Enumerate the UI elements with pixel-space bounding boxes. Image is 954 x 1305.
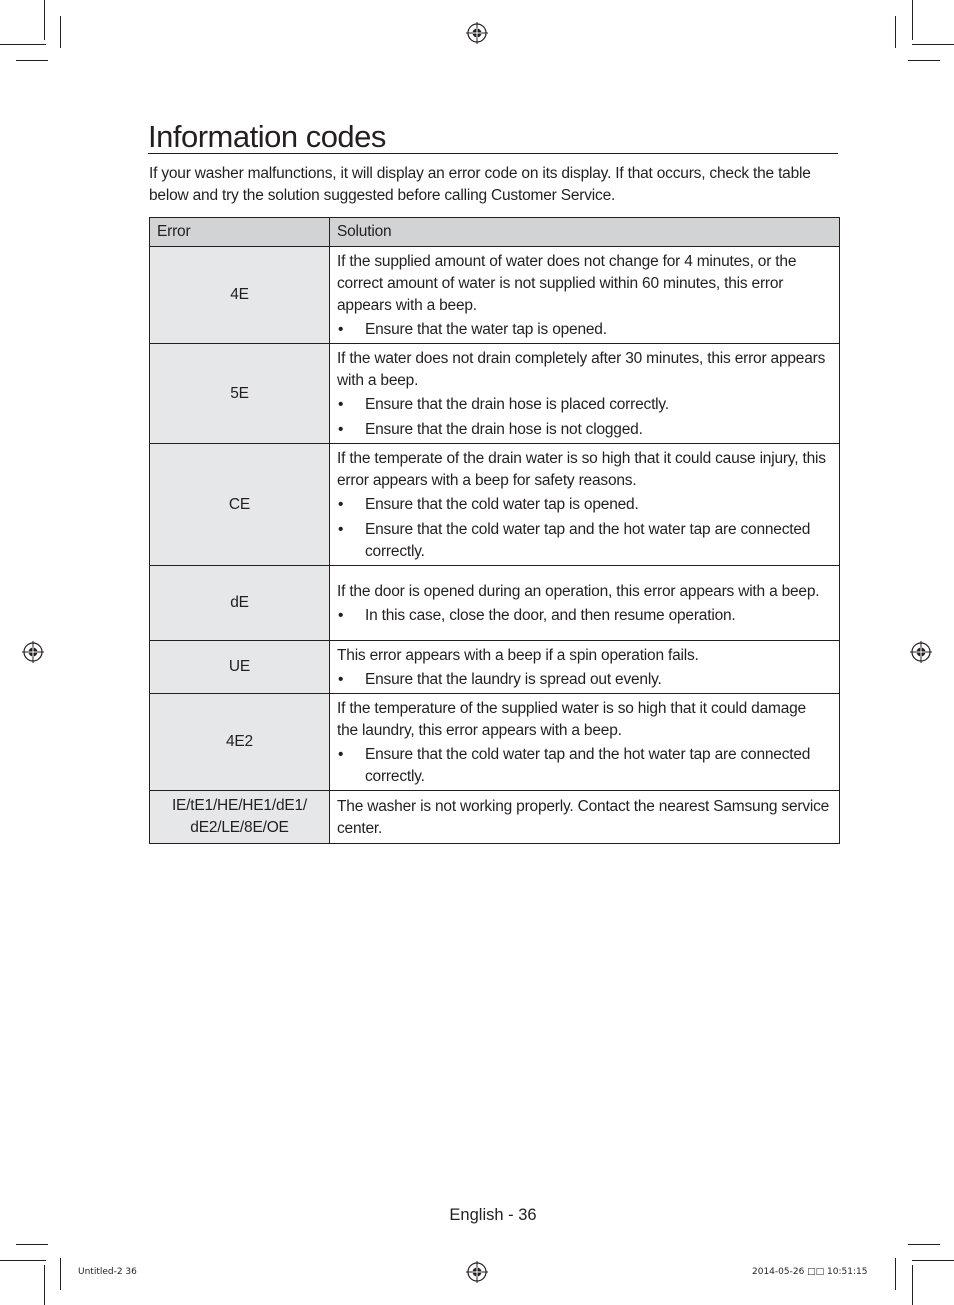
solution-cell [330, 344, 840, 444]
table-row [150, 791, 840, 844]
crop-mark-bottom-left-h2 [16, 1244, 48, 1245]
bullet-icon: • [338, 670, 344, 688]
table-row [150, 444, 840, 566]
information-codes-table [149, 217, 840, 844]
solution-text: If the temperature of the supplied water is so high that it could damage the laundry, this error appears with a beep. [337, 699, 806, 739]
bullet-icon: • [338, 520, 344, 538]
crop-mark-bottom-left-v [44, 1265, 45, 1305]
crop-mark-bottom-right-h [912, 1260, 954, 1261]
crop-mark-top-right-h [912, 44, 954, 45]
list-item [337, 494, 831, 516]
solution-text: The washer is not working properly. Contact the nearest Samsung service center. [337, 797, 830, 837]
bullet-icon: • [338, 395, 344, 413]
solution-text: If the supplied amount of water does not change for 4 minutes, or the correct amount of water is not supplied within 60 minutes, this error appears with a beep. [337, 252, 797, 314]
bullet-text: Ensure that the drain hose is placed correctly. [365, 395, 669, 413]
crop-mark-top-right-v2 [895, 16, 896, 48]
error-code-cell: dE [150, 566, 330, 641]
solution-text: If the door is opened during an operation, this error appears with a beep. [337, 582, 820, 600]
crop-mark-top-left-h2 [16, 60, 48, 61]
header-error: Error [150, 218, 330, 247]
registration-mark-icon [466, 1261, 488, 1283]
error-code-cell: 4E2 [150, 694, 330, 791]
solution-cell [330, 566, 840, 641]
registration-mark-icon [22, 641, 44, 663]
bullet-text: Ensure that the water tap is opened. [365, 320, 607, 338]
slug-right: 2014-05-26 □□ 10:51:15 [752, 1267, 868, 1277]
registration-mark-icon [910, 641, 932, 663]
error-code-cell: 5E [150, 344, 330, 444]
list-item [337, 519, 831, 563]
intro-paragraph: If your washer malfunctions, it will display an error code on its display. If that occurs, check the table below and try the solution suggested before calling Customer Service. [149, 165, 811, 204]
crop-mark-top-right-v [912, 0, 913, 40]
bullet-text: Ensure that the cold water tap is opened. [365, 495, 639, 513]
registration-mark-icon [466, 22, 488, 44]
solution-text: If the water does not drain completely after 30 minutes, this error appears with a beep. [337, 349, 826, 389]
slug-left: Untitled-2 36 [78, 1267, 137, 1277]
crop-mark-bottom-left-v2 [60, 1258, 61, 1290]
solution-text: This error appears with a beep if a spin operation fails. [337, 646, 699, 664]
list-item [337, 419, 831, 441]
solution-cell [330, 444, 840, 566]
bullet-text: Ensure that the cold water tap and the hot water tap are connected correctly. [365, 520, 811, 560]
crop-mark-bottom-left-h [0, 1260, 46, 1261]
crop-mark-top-left-h [0, 44, 46, 45]
error-code-cell: CE [150, 444, 330, 566]
error-code-cell: UE [150, 641, 330, 694]
list-item [337, 744, 831, 788]
crop-mark-top-right-h2 [908, 60, 940, 61]
table-row [150, 344, 840, 444]
page-title: Information codes [148, 120, 838, 154]
table-row [150, 247, 840, 344]
bullet-text: Ensure that the laundry is spread out evenly. [365, 670, 662, 688]
solution-text: If the temperate of the drain water is so high that it could cause injury, this error appears with a beep for safety reasons. [337, 449, 826, 489]
bullet-icon: • [338, 320, 344, 338]
page-footer: English - 36 [449, 1206, 537, 1224]
crop-mark-bottom-right-h2 [908, 1244, 940, 1245]
bullet-icon: • [338, 606, 344, 624]
list-item [337, 605, 831, 627]
solution-cell [330, 694, 840, 791]
bullet-text: In this case, close the door, and then resume operation. [365, 606, 736, 624]
error-code-cell: IE/tE1/HE/HE1/dE1/ dE2/LE/8E/OE [150, 791, 330, 844]
crop-mark-top-left-v [44, 0, 45, 40]
table-row [150, 641, 840, 694]
solution-cell [330, 791, 840, 844]
crop-mark-top-left-v2 [60, 16, 61, 48]
solution-cell [330, 641, 840, 694]
bullet-icon: • [338, 745, 344, 763]
list-item [337, 319, 831, 341]
bullet-icon: • [338, 495, 344, 513]
table-row [150, 694, 840, 791]
table-row [150, 566, 840, 641]
bullet-icon: • [338, 420, 344, 438]
list-item [337, 394, 831, 416]
solution-cell [330, 247, 840, 344]
list-item [337, 669, 831, 691]
crop-mark-bottom-right-v [912, 1265, 913, 1305]
header-solution: Solution [330, 218, 840, 247]
crop-mark-bottom-right-v2 [895, 1258, 896, 1290]
bullet-text: Ensure that the drain hose is not clogged. [365, 420, 643, 438]
bullet-text: Ensure that the cold water tap and the hot water tap are connected correctly. [365, 745, 811, 785]
table-header-row [150, 218, 840, 247]
error-code-cell: 4E [150, 247, 330, 344]
